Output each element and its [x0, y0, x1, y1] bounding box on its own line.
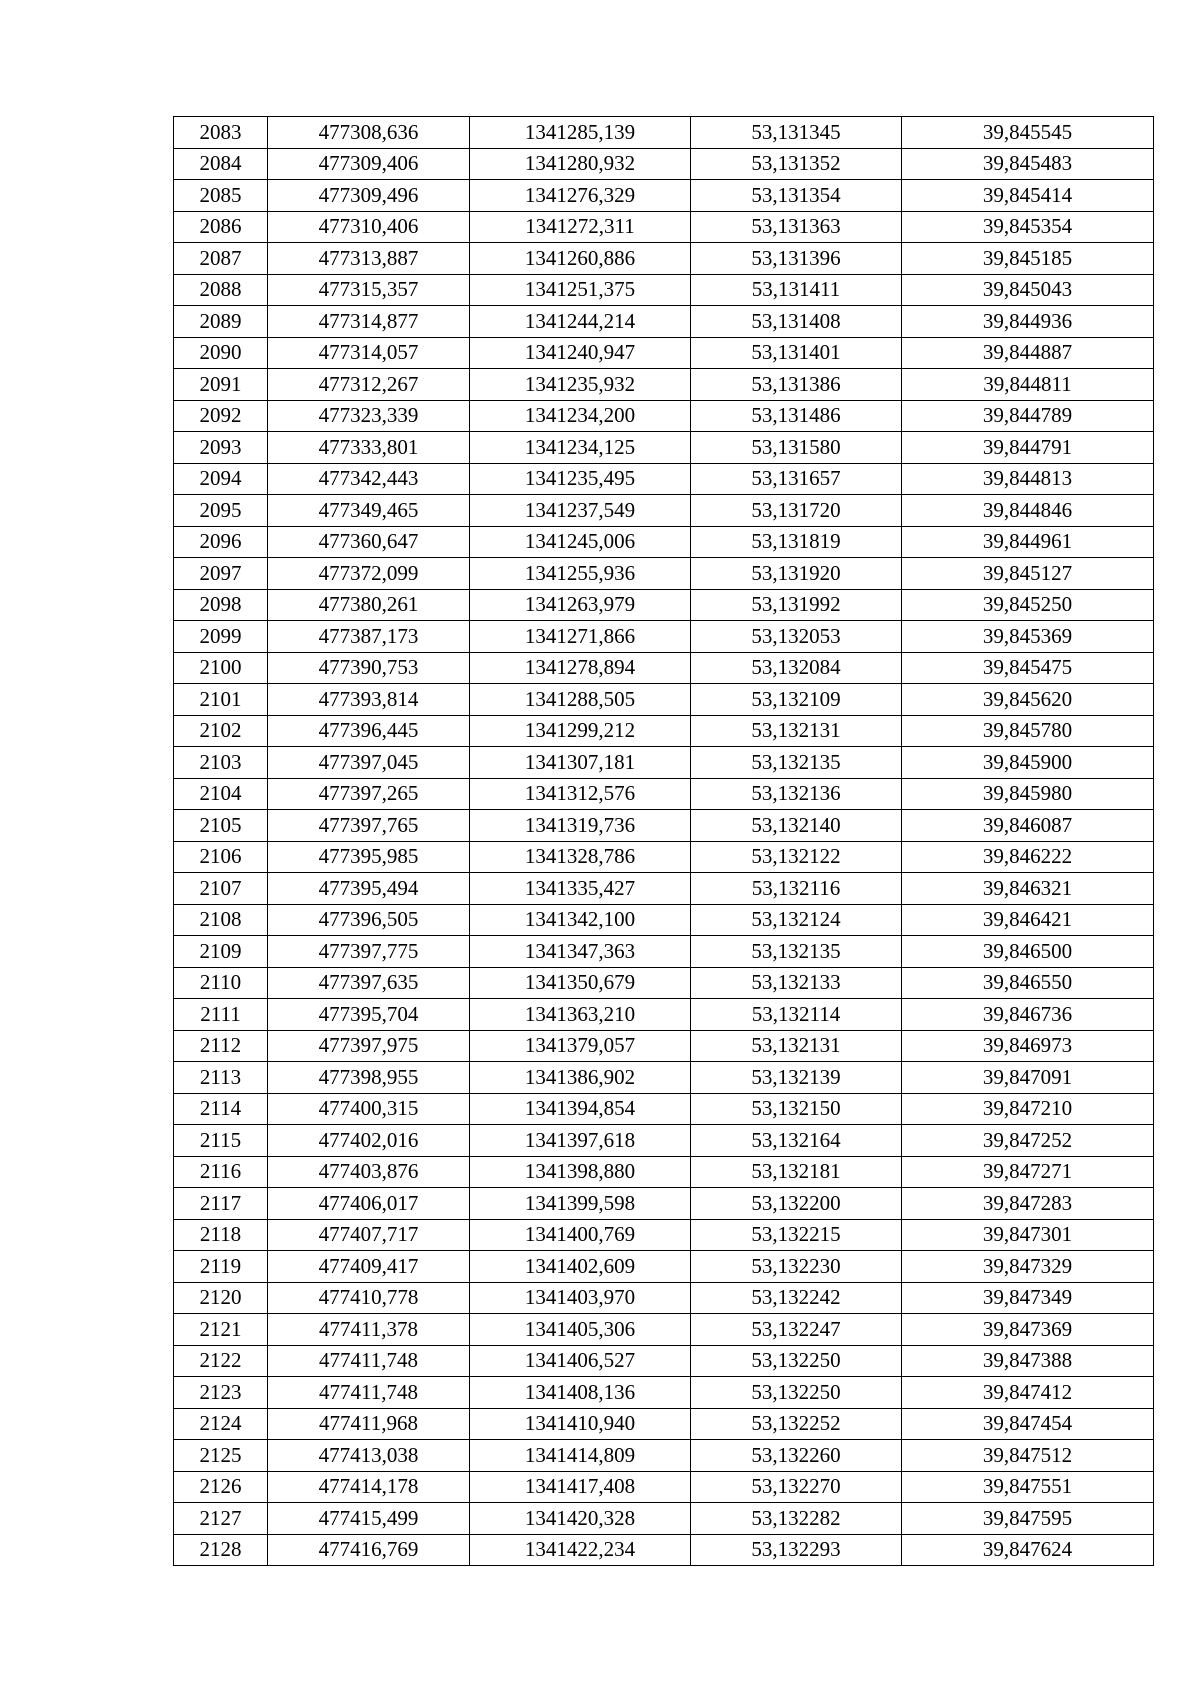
longitude-cell: 39,844936 — [902, 306, 1154, 338]
latitude-cell: 53,132053 — [691, 621, 902, 653]
x-coordinate-cell: 477308,636 — [268, 117, 470, 149]
longitude-cell: 39,844813 — [902, 463, 1154, 495]
y-coordinate-cell: 1341422,234 — [470, 1534, 691, 1566]
y-coordinate-cell: 1341402,609 — [470, 1251, 691, 1283]
point-number-cell: 2120 — [174, 1282, 268, 1314]
latitude-cell: 53,131920 — [691, 558, 902, 590]
longitude-cell: 39,847091 — [902, 1062, 1154, 1094]
point-number-cell: 2106 — [174, 841, 268, 873]
y-coordinate-cell: 1341350,679 — [470, 967, 691, 999]
longitude-cell: 39,845414 — [902, 180, 1154, 212]
x-coordinate-cell: 477411,748 — [268, 1377, 470, 1409]
x-coordinate-cell: 477411,968 — [268, 1408, 470, 1440]
point-number-cell: 2118 — [174, 1219, 268, 1251]
longitude-cell: 39,845780 — [902, 715, 1154, 747]
latitude-cell: 53,132247 — [691, 1314, 902, 1346]
x-coordinate-cell: 477409,417 — [268, 1251, 470, 1283]
point-number-cell: 2101 — [174, 684, 268, 716]
y-coordinate-cell: 1341235,932 — [470, 369, 691, 401]
table-row — [174, 936, 1154, 968]
point-number-cell: 2103 — [174, 747, 268, 779]
y-coordinate-cell: 1341260,886 — [470, 243, 691, 275]
x-coordinate-cell: 477395,985 — [268, 841, 470, 873]
point-number-cell: 2113 — [174, 1062, 268, 1094]
point-number-cell: 2122 — [174, 1345, 268, 1377]
table-row — [174, 463, 1154, 495]
point-number-cell: 2115 — [174, 1125, 268, 1157]
point-number-cell: 2114 — [174, 1093, 268, 1125]
y-coordinate-cell: 1341403,970 — [470, 1282, 691, 1314]
y-coordinate-cell: 1341417,408 — [470, 1471, 691, 1503]
x-coordinate-cell: 477314,877 — [268, 306, 470, 338]
longitude-cell: 39,845900 — [902, 747, 1154, 779]
latitude-cell: 53,132135 — [691, 936, 902, 968]
latitude-cell: 53,132250 — [691, 1377, 902, 1409]
x-coordinate-cell: 477411,378 — [268, 1314, 470, 1346]
longitude-cell: 39,847551 — [902, 1471, 1154, 1503]
table-row — [174, 1030, 1154, 1062]
x-coordinate-cell: 477395,704 — [268, 999, 470, 1031]
x-coordinate-cell: 477396,445 — [268, 715, 470, 747]
table-row — [174, 1093, 1154, 1125]
table-row — [174, 306, 1154, 338]
x-coordinate-cell: 477310,406 — [268, 211, 470, 243]
latitude-cell: 53,132084 — [691, 652, 902, 684]
latitude-cell: 53,132282 — [691, 1503, 902, 1535]
longitude-cell: 39,845545 — [902, 117, 1154, 149]
y-coordinate-cell: 1341398,880 — [470, 1156, 691, 1188]
y-coordinate-cell: 1341319,736 — [470, 810, 691, 842]
table-row — [174, 526, 1154, 558]
table-row — [174, 1188, 1154, 1220]
latitude-cell: 53,132260 — [691, 1440, 902, 1472]
point-number-cell: 2123 — [174, 1377, 268, 1409]
latitude-cell: 53,131408 — [691, 306, 902, 338]
longitude-cell: 39,847349 — [902, 1282, 1154, 1314]
table-row — [174, 778, 1154, 810]
y-coordinate-cell: 1341406,527 — [470, 1345, 691, 1377]
x-coordinate-cell: 477411,748 — [268, 1345, 470, 1377]
latitude-cell: 53,132139 — [691, 1062, 902, 1094]
longitude-cell: 39,845369 — [902, 621, 1154, 653]
point-number-cell: 2094 — [174, 463, 268, 495]
y-coordinate-cell: 1341312,576 — [470, 778, 691, 810]
longitude-cell: 39,847283 — [902, 1188, 1154, 1220]
longitude-cell: 39,845354 — [902, 211, 1154, 243]
longitude-cell: 39,845185 — [902, 243, 1154, 275]
longitude-cell: 39,846321 — [902, 873, 1154, 905]
x-coordinate-cell: 477395,494 — [268, 873, 470, 905]
point-number-cell: 2097 — [174, 558, 268, 590]
y-coordinate-cell: 1341405,306 — [470, 1314, 691, 1346]
longitude-cell: 39,847595 — [902, 1503, 1154, 1535]
y-coordinate-cell: 1341399,598 — [470, 1188, 691, 1220]
latitude-cell: 53,132200 — [691, 1188, 902, 1220]
y-coordinate-cell: 1341307,181 — [470, 747, 691, 779]
y-coordinate-cell: 1341240,947 — [470, 337, 691, 369]
longitude-cell: 39,845483 — [902, 148, 1154, 180]
table-row — [174, 1345, 1154, 1377]
x-coordinate-cell: 477413,038 — [268, 1440, 470, 1472]
longitude-cell: 39,846736 — [902, 999, 1154, 1031]
point-number-cell: 2083 — [174, 117, 268, 149]
x-coordinate-cell: 477410,778 — [268, 1282, 470, 1314]
table-row — [174, 432, 1154, 464]
x-coordinate-cell: 477400,315 — [268, 1093, 470, 1125]
longitude-cell: 39,844789 — [902, 400, 1154, 432]
latitude-cell: 53,131657 — [691, 463, 902, 495]
table-row — [174, 1314, 1154, 1346]
table-row — [174, 1377, 1154, 1409]
longitude-cell: 39,847624 — [902, 1534, 1154, 1566]
x-coordinate-cell: 477313,887 — [268, 243, 470, 275]
y-coordinate-cell: 1341342,100 — [470, 904, 691, 936]
table-row — [174, 652, 1154, 684]
table-row — [174, 495, 1154, 527]
table-row — [174, 558, 1154, 590]
longitude-cell: 39,844811 — [902, 369, 1154, 401]
x-coordinate-cell: 477393,814 — [268, 684, 470, 716]
table-row — [174, 684, 1154, 716]
x-coordinate-cell: 477349,465 — [268, 495, 470, 527]
table-row — [174, 810, 1154, 842]
x-coordinate-cell: 477414,178 — [268, 1471, 470, 1503]
point-number-cell: 2087 — [174, 243, 268, 275]
point-number-cell: 2108 — [174, 904, 268, 936]
point-number-cell: 2105 — [174, 810, 268, 842]
y-coordinate-cell: 1341235,495 — [470, 463, 691, 495]
latitude-cell: 53,131345 — [691, 117, 902, 149]
coordinates-table — [173, 116, 1154, 1566]
latitude-cell: 53,131411 — [691, 274, 902, 306]
y-coordinate-cell: 1341280,932 — [470, 148, 691, 180]
longitude-cell: 39,847210 — [902, 1093, 1154, 1125]
latitude-cell: 53,132270 — [691, 1471, 902, 1503]
latitude-cell: 53,132215 — [691, 1219, 902, 1251]
y-coordinate-cell: 1341285,139 — [470, 117, 691, 149]
latitude-cell: 53,132124 — [691, 904, 902, 936]
table-row — [174, 400, 1154, 432]
y-coordinate-cell: 1341347,363 — [470, 936, 691, 968]
longitude-cell: 39,847271 — [902, 1156, 1154, 1188]
latitude-cell: 53,131720 — [691, 495, 902, 527]
latitude-cell: 53,131486 — [691, 400, 902, 432]
x-coordinate-cell: 477372,099 — [268, 558, 470, 590]
table-row — [174, 211, 1154, 243]
y-coordinate-cell: 1341234,200 — [470, 400, 691, 432]
point-number-cell: 2100 — [174, 652, 268, 684]
latitude-cell: 53,131354 — [691, 180, 902, 212]
y-coordinate-cell: 1341272,311 — [470, 211, 691, 243]
latitude-cell: 53,132133 — [691, 967, 902, 999]
table-row — [174, 1408, 1154, 1440]
table-row — [174, 999, 1154, 1031]
point-number-cell: 2128 — [174, 1534, 268, 1566]
latitude-cell: 53,131580 — [691, 432, 902, 464]
longitude-cell: 39,846550 — [902, 967, 1154, 999]
longitude-cell: 39,846421 — [902, 904, 1154, 936]
table-row — [174, 148, 1154, 180]
point-number-cell: 2107 — [174, 873, 268, 905]
table-row — [174, 589, 1154, 621]
table-row — [174, 621, 1154, 653]
latitude-cell: 53,132114 — [691, 999, 902, 1031]
point-number-cell: 2121 — [174, 1314, 268, 1346]
table-row — [174, 873, 1154, 905]
y-coordinate-cell: 1341245,006 — [470, 526, 691, 558]
point-number-cell: 2116 — [174, 1156, 268, 1188]
table-row — [174, 337, 1154, 369]
x-coordinate-cell: 477314,057 — [268, 337, 470, 369]
point-number-cell: 2099 — [174, 621, 268, 653]
table-row — [174, 243, 1154, 275]
point-number-cell: 2125 — [174, 1440, 268, 1472]
longitude-cell: 39,845475 — [902, 652, 1154, 684]
point-number-cell: 2089 — [174, 306, 268, 338]
x-coordinate-cell: 477360,647 — [268, 526, 470, 558]
x-coordinate-cell: 477390,753 — [268, 652, 470, 684]
y-coordinate-cell: 1341363,210 — [470, 999, 691, 1031]
x-coordinate-cell: 477397,265 — [268, 778, 470, 810]
point-number-cell: 2092 — [174, 400, 268, 432]
point-number-cell: 2127 — [174, 1503, 268, 1535]
y-coordinate-cell: 1341394,854 — [470, 1093, 691, 1125]
point-number-cell: 2102 — [174, 715, 268, 747]
table-row — [174, 369, 1154, 401]
latitude-cell: 53,132116 — [691, 873, 902, 905]
latitude-cell: 53,131401 — [691, 337, 902, 369]
y-coordinate-cell: 1341288,505 — [470, 684, 691, 716]
table-row — [174, 967, 1154, 999]
coordinates-table-body — [174, 117, 1154, 1566]
point-number-cell: 2124 — [174, 1408, 268, 1440]
y-coordinate-cell: 1341278,894 — [470, 652, 691, 684]
latitude-cell: 53,132164 — [691, 1125, 902, 1157]
latitude-cell: 53,132252 — [691, 1408, 902, 1440]
longitude-cell: 39,845620 — [902, 684, 1154, 716]
latitude-cell: 53,132242 — [691, 1282, 902, 1314]
table-row — [174, 117, 1154, 149]
x-coordinate-cell: 477397,765 — [268, 810, 470, 842]
latitude-cell: 53,132135 — [691, 747, 902, 779]
table-row — [174, 180, 1154, 212]
table-row — [174, 1062, 1154, 1094]
x-coordinate-cell: 477397,775 — [268, 936, 470, 968]
y-coordinate-cell: 1341386,902 — [470, 1062, 691, 1094]
latitude-cell: 53,132131 — [691, 715, 902, 747]
point-number-cell: 2111 — [174, 999, 268, 1031]
point-number-cell: 2109 — [174, 936, 268, 968]
latitude-cell: 53,132140 — [691, 810, 902, 842]
point-number-cell: 2090 — [174, 337, 268, 369]
table-row — [174, 274, 1154, 306]
table-row — [174, 1219, 1154, 1251]
table-row — [174, 1534, 1154, 1566]
point-number-cell: 2084 — [174, 148, 268, 180]
latitude-cell: 53,132136 — [691, 778, 902, 810]
y-coordinate-cell: 1341420,328 — [470, 1503, 691, 1535]
latitude-cell: 53,131352 — [691, 148, 902, 180]
y-coordinate-cell: 1341255,936 — [470, 558, 691, 590]
y-coordinate-cell: 1341400,769 — [470, 1219, 691, 1251]
longitude-cell: 39,846222 — [902, 841, 1154, 873]
latitude-cell: 53,131363 — [691, 211, 902, 243]
x-coordinate-cell: 477396,505 — [268, 904, 470, 936]
table-row — [174, 1251, 1154, 1283]
longitude-cell: 39,846973 — [902, 1030, 1154, 1062]
y-coordinate-cell: 1341414,809 — [470, 1440, 691, 1472]
longitude-cell: 39,846087 — [902, 810, 1154, 842]
y-coordinate-cell: 1341251,375 — [470, 274, 691, 306]
point-number-cell: 2098 — [174, 589, 268, 621]
table-row — [174, 1125, 1154, 1157]
x-coordinate-cell: 477397,635 — [268, 967, 470, 999]
longitude-cell: 39,845250 — [902, 589, 1154, 621]
point-number-cell: 2104 — [174, 778, 268, 810]
x-coordinate-cell: 477309,406 — [268, 148, 470, 180]
x-coordinate-cell: 477403,876 — [268, 1156, 470, 1188]
x-coordinate-cell: 477315,357 — [268, 274, 470, 306]
latitude-cell: 53,132131 — [691, 1030, 902, 1062]
point-number-cell: 2117 — [174, 1188, 268, 1220]
table-row — [174, 841, 1154, 873]
latitude-cell: 53,131396 — [691, 243, 902, 275]
longitude-cell: 39,847301 — [902, 1219, 1154, 1251]
x-coordinate-cell: 477415,499 — [268, 1503, 470, 1535]
table-row — [174, 1471, 1154, 1503]
x-coordinate-cell: 477380,261 — [268, 589, 470, 621]
y-coordinate-cell: 1341408,136 — [470, 1377, 691, 1409]
point-number-cell: 2096 — [174, 526, 268, 558]
point-number-cell: 2086 — [174, 211, 268, 243]
point-number-cell: 2126 — [174, 1471, 268, 1503]
point-number-cell: 2119 — [174, 1251, 268, 1283]
point-number-cell: 2095 — [174, 495, 268, 527]
y-coordinate-cell: 1341263,979 — [470, 589, 691, 621]
longitude-cell: 39,847329 — [902, 1251, 1154, 1283]
x-coordinate-cell: 477397,975 — [268, 1030, 470, 1062]
point-number-cell: 2110 — [174, 967, 268, 999]
y-coordinate-cell: 1341276,329 — [470, 180, 691, 212]
longitude-cell: 39,844887 — [902, 337, 1154, 369]
x-coordinate-cell: 477342,443 — [268, 463, 470, 495]
latitude-cell: 53,132181 — [691, 1156, 902, 1188]
x-coordinate-cell: 477312,267 — [268, 369, 470, 401]
table-row — [174, 1282, 1154, 1314]
latitude-cell: 53,131386 — [691, 369, 902, 401]
longitude-cell: 39,844961 — [902, 526, 1154, 558]
x-coordinate-cell: 477416,769 — [268, 1534, 470, 1566]
y-coordinate-cell: 1341335,427 — [470, 873, 691, 905]
y-coordinate-cell: 1341299,212 — [470, 715, 691, 747]
longitude-cell: 39,847369 — [902, 1314, 1154, 1346]
longitude-cell: 39,844791 — [902, 432, 1154, 464]
latitude-cell: 53,132150 — [691, 1093, 902, 1125]
x-coordinate-cell: 477398,955 — [268, 1062, 470, 1094]
table-row — [174, 747, 1154, 779]
latitude-cell: 53,132250 — [691, 1345, 902, 1377]
longitude-cell: 39,847388 — [902, 1345, 1154, 1377]
y-coordinate-cell: 1341379,057 — [470, 1030, 691, 1062]
table-row — [174, 1440, 1154, 1472]
point-number-cell: 2093 — [174, 432, 268, 464]
y-coordinate-cell: 1341328,786 — [470, 841, 691, 873]
x-coordinate-cell: 477397,045 — [268, 747, 470, 779]
table-row — [174, 904, 1154, 936]
y-coordinate-cell: 1341237,549 — [470, 495, 691, 527]
x-coordinate-cell: 477387,173 — [268, 621, 470, 653]
y-coordinate-cell: 1341397,618 — [470, 1125, 691, 1157]
x-coordinate-cell: 477333,801 — [268, 432, 470, 464]
longitude-cell: 39,845043 — [902, 274, 1154, 306]
y-coordinate-cell: 1341410,940 — [470, 1408, 691, 1440]
table-row — [174, 1503, 1154, 1535]
latitude-cell: 53,132109 — [691, 684, 902, 716]
latitude-cell: 53,132122 — [691, 841, 902, 873]
longitude-cell: 39,847252 — [902, 1125, 1154, 1157]
x-coordinate-cell: 477309,496 — [268, 180, 470, 212]
x-coordinate-cell: 477407,717 — [268, 1219, 470, 1251]
x-coordinate-cell: 477323,339 — [268, 400, 470, 432]
table-row — [174, 1156, 1154, 1188]
y-coordinate-cell: 1341234,125 — [470, 432, 691, 464]
longitude-cell: 39,845980 — [902, 778, 1154, 810]
latitude-cell: 53,131819 — [691, 526, 902, 558]
longitude-cell: 39,844846 — [902, 495, 1154, 527]
latitude-cell: 53,132230 — [691, 1251, 902, 1283]
point-number-cell: 2085 — [174, 180, 268, 212]
point-number-cell: 2112 — [174, 1030, 268, 1062]
x-coordinate-cell: 477402,016 — [268, 1125, 470, 1157]
latitude-cell: 53,131992 — [691, 589, 902, 621]
longitude-cell: 39,847412 — [902, 1377, 1154, 1409]
longitude-cell: 39,846500 — [902, 936, 1154, 968]
latitude-cell: 53,132293 — [691, 1534, 902, 1566]
y-coordinate-cell: 1341244,214 — [470, 306, 691, 338]
x-coordinate-cell: 477406,017 — [268, 1188, 470, 1220]
y-coordinate-cell: 1341271,866 — [470, 621, 691, 653]
longitude-cell: 39,845127 — [902, 558, 1154, 590]
longitude-cell: 39,847454 — [902, 1408, 1154, 1440]
table-row — [174, 715, 1154, 747]
point-number-cell: 2088 — [174, 274, 268, 306]
longitude-cell: 39,847512 — [902, 1440, 1154, 1472]
point-number-cell: 2091 — [174, 369, 268, 401]
